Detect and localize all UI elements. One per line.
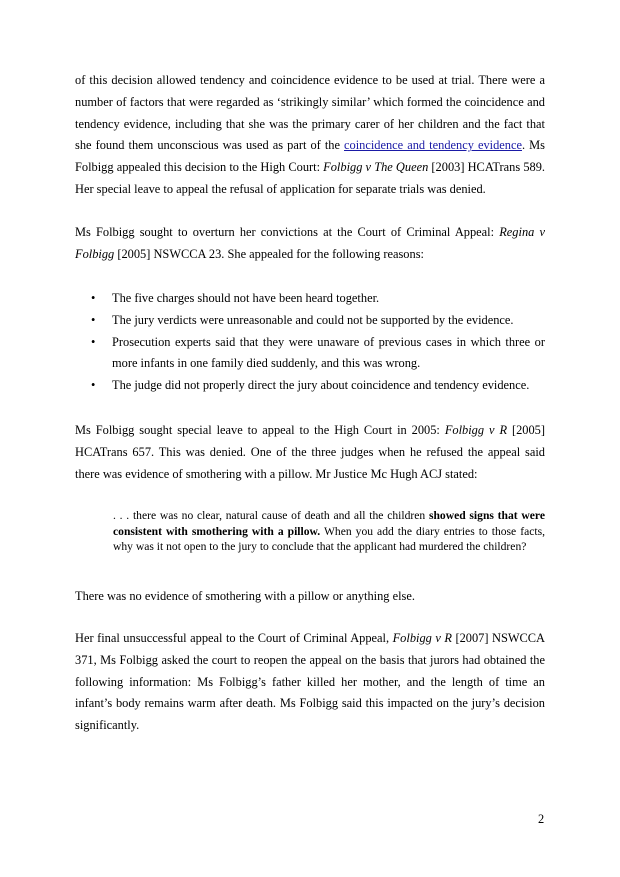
bullet-icon: •: [91, 312, 96, 327]
paragraph-no-evidence: There was no evidence of smothering with a pillow or anything else.: [75, 589, 415, 603]
block-quote: [113, 508, 545, 555]
paragraph-trial-evidence: [75, 70, 545, 201]
paragraph-text: [2005] NSWCCA 23. She appealed for the following reasons:: [114, 246, 424, 261]
quote-emphasis: showed signs that were consistent with smothering with a pillow.: [113, 509, 545, 538]
paragraph-text: Ms Folbigg sought special leave to appeal to the High Court in 2005:: [75, 423, 445, 437]
list-item-text: Prosecution experts said that they were unaware of previous cases in which three or more infants in one family died suddenly, and this was wrong.: [112, 334, 545, 371]
quote-text: . . . there was no clear, natural cause of death and all the children: [113, 509, 429, 522]
case-name: Folbigg v The Queen: [323, 160, 429, 175]
bullet-icon: •: [91, 378, 96, 393]
page-number: 2: [538, 812, 545, 826]
list-item: [75, 375, 545, 397]
bullet-icon: •: [91, 334, 96, 349]
case-name: Folbigg v R: [444, 423, 508, 437]
paragraph-high-court: [75, 420, 545, 485]
list-item: [75, 332, 545, 376]
list-item-text: The judge did not properly direct the jury about coincidence and tendency evidence.: [112, 378, 530, 393]
list-item: [75, 288, 545, 310]
list-item: [75, 310, 545, 332]
paragraph-text: [2003] HCATrans 589. Her special leave to appeal the refusal of application for separate trials was denied.: [75, 160, 545, 196]
paragraph-text: of this decision allowed tendency and coincidence evidence to be used at trial. There were a number of factors that were regarded as ‘strikingly similar’ which formed the coincidence and tendency evidence, including that she was the primary carer of her children and the fact that she found them unconscious was used as part of the: [75, 73, 545, 153]
paragraph-court-of-criminal-appeal: [75, 222, 545, 266]
paragraph-text: [2007] NSWCCA 371, Ms Folbigg asked the court to reopen the appeal on the basis that jurors had obtained the following information: Ms Folbigg’s father killed her mother, and the length of time an infant’s body remains warm after death. Ms Folbigg said this impacted on the jury’s decision significantly.: [75, 631, 546, 733]
appeal-reasons-list: [75, 288, 545, 397]
paragraph-final-appeal: [75, 628, 545, 737]
list-item-text: The five charges should not have been heard together.: [112, 291, 380, 305]
paragraph-text: . Ms Folbigg appealed this decision to the High Court:: [75, 138, 545, 175]
case-name: Regina v Folbigg: [75, 225, 545, 261]
list-item-text: The jury verdicts were unreasonable and could not be supported by the evidence.: [112, 312, 514, 327]
paragraph-text: Her final unsuccessful appeal to the Court of Criminal Appeal,: [75, 631, 393, 645]
quote-text: When you add the diary entries to those facts, why was it not open to the jury to conclude that the applicant had murdered the children?: [113, 524, 545, 554]
bullet-icon: •: [91, 291, 96, 305]
coincidence-tendency-evidence-link[interactable]: coincidence and tendency evidence: [344, 138, 522, 153]
paragraph-text: Ms Folbigg sought to overturn her convictions at the Court of Criminal Appeal:: [75, 225, 500, 239]
paragraph-text: [2005] HCATrans 657. This was denied. One of the three judges when he refused the appeal said there was evidence of smothering with a pillow. Mr Justice Mc Hugh ACJ stated:: [75, 423, 545, 481]
case-name: Folbigg v R: [392, 631, 452, 645]
